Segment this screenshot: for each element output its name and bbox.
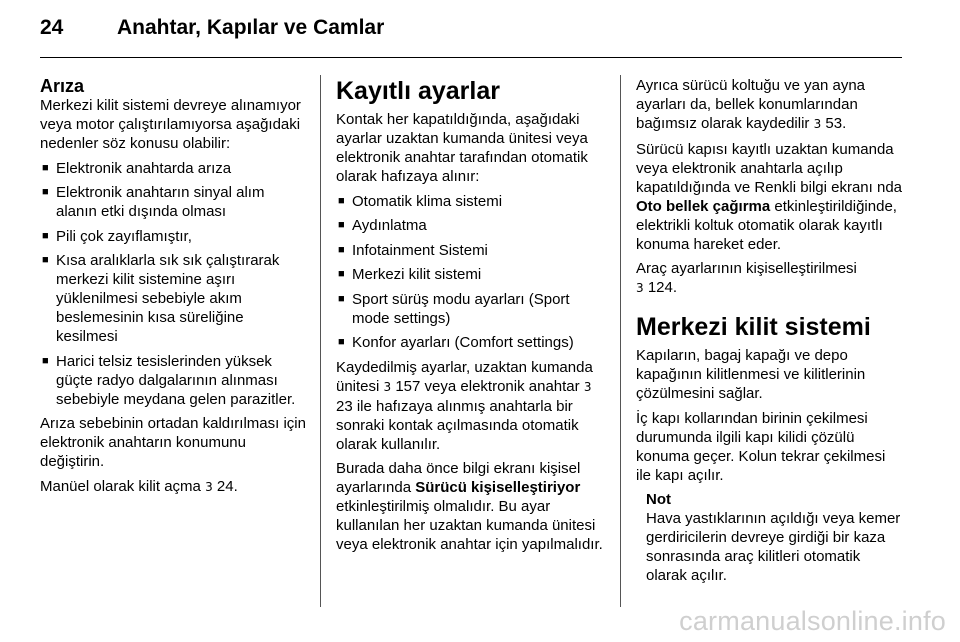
menu-setting-name: Sürücü kişiselleştiriyor <box>415 479 581 496</box>
page-reference-link[interactable]: 53. <box>825 115 847 132</box>
paragraph-intro: Kontak her kapatıldığında, aşağıdaki ayarlar uzaktan kumanda ünitesi veya elektronik anahtar tarafından otomatik olarak hafızaya alınır: <box>336 111 588 185</box>
note-box <box>636 490 904 585</box>
paragraph-vehicle-personalization <box>636 259 904 298</box>
text: Sürücü kapısı kayıtlı uzaktan kumanda veya elektronik anahtarla açılıp kapatıldığında ve Renkli bilgi ekranı nda <box>636 140 903 196</box>
column-divider-1 <box>320 75 321 607</box>
list-item: ■ Harici telsiz tesislerinden yüksek güçte radyo dalgalarının alınması sebebiyle meydana gelen parazitler. <box>40 352 308 409</box>
paragraph-manual-unlock <box>40 477 308 497</box>
paragraph-intro: Merkezi kilit sistemi devreye alınamıyor veya motor çalıştırılamıyorsa aşağıdaki nedenler söz konusu olabilir: <box>40 97 301 152</box>
paragraph-locking: Kapıların, bagaj kapağı ve depo kapağının kilitlenmesi ve kilitlerinin çözülmesini sağlar. <box>636 347 866 402</box>
text: Kaydedilmiş ayarlar, uzaktan kumanda ünitesi <box>336 358 593 395</box>
note-title: Not <box>646 491 671 508</box>
page-reference-link[interactable]: 23 ile hafızaya alınmış anahtarla bir sonraki kontak açılmasında otomatik olarak kullanılır. <box>336 397 579 453</box>
page-reference-link[interactable]: 24. <box>216 477 238 495</box>
page-reference-link[interactable]: 124. <box>647 279 678 296</box>
list-item: ■ Sport sürüş modu ayarları (Sport mode settings) <box>336 290 606 328</box>
header-rule <box>40 57 902 58</box>
text: etkinleştirilmiş olmalıdır. Bu ayar kullanılan her uzaktan kumanda ünitesi veya elektronik anahtar için yapılmalıdır. <box>336 498 603 553</box>
watermark: carmanualsonline.info <box>679 606 946 636</box>
text: Burada daha önce bilgi ekranı kişisel ayarlarında <box>336 460 581 496</box>
list-item: ■ Elektronik anahtarda arıza <box>40 159 308 178</box>
list-item: ■ Merkezi kilit sistemi <box>336 265 606 284</box>
bullet-list-causes <box>40 159 308 409</box>
paragraph-personalization <box>336 459 606 554</box>
list-item: ■ Elektronik anahtarın sinyal alım alanın etki dışında olması <box>40 183 308 221</box>
cross-reference-arrow-icon: 3 <box>383 379 392 394</box>
column-3 <box>636 76 904 585</box>
cross-reference-arrow-icon: 3 <box>205 479 213 494</box>
list-item: ■ Pili çok zayıflamıştır, <box>40 227 308 246</box>
cross-reference-arrow-icon: 3 <box>583 379 592 394</box>
section-heading-merkezi-kilit: Merkezi kilit sistemi <box>636 313 871 341</box>
section-heading-kayitli-ayarlar: Kayıtlı ayarlar <box>336 77 500 105</box>
paragraph-seat-mirror <box>636 76 904 134</box>
paragraph-door-handles: İç kapı kollarından birinin çekilmesi durumunda ilgili kapı kilidi çözülü konuma geçer. Kolun tekrar çekilmesi ile kapı açılır. <box>636 409 886 484</box>
text: Manüel olarak kilit açma <box>40 477 201 495</box>
note-text: Hava yastıklarının açıldığı veya kemer gerdiricilerin devreye girdiği bir kaza sonrasında araç kilitleri otomatik olarak açılır. <box>646 510 901 584</box>
text: Ayrıca sürücü koltuğu ve yan ayna ayarları da, bellek konumlarından bağımsız olarak kaydedilir <box>636 77 866 132</box>
paragraph-saved-settings <box>336 358 606 454</box>
list-item: ■ Konfor ayarları (Comfort settings) <box>336 333 606 352</box>
list-item: ■ Infotainment Sistemi <box>336 241 606 260</box>
menu-setting-name: Oto bellek çağırma <box>636 197 771 215</box>
cross-reference-arrow-icon: 3 <box>813 117 822 131</box>
column-2 <box>336 76 606 560</box>
list-item: ■ Kısa aralıklarla sık sık çalıştırarak merkezi kilit sistemine aşırı yüklenilmesi sebebiyle akım beslemesinin kısa süreliğine kesilmesi <box>40 251 308 346</box>
paragraph-auto-memory <box>636 140 904 254</box>
column-divider-2 <box>620 75 621 607</box>
text: etkinleştirildiğinde, elektrikli koltuk otomatik olarak kayıtlı konuma hareket eder. <box>636 197 897 253</box>
cross-reference-arrow-icon: 3 <box>636 281 644 295</box>
paragraph-remedy: Arıza sebebinin ortadan kaldırılması için elektronik anahtarın konumunu değiştirin. <box>40 415 306 470</box>
column-1 <box>40 76 308 502</box>
text: Araç ayarlarının kişiselleştirilmesi <box>636 260 857 277</box>
page-header <box>40 16 384 48</box>
list-item: ■ Otomatik klima sistemi <box>336 192 606 211</box>
page-reference-link[interactable]: 157 veya elektronik anahtar <box>395 377 580 395</box>
page-number: 24 <box>40 16 64 39</box>
bullet-list-settings <box>336 192 606 353</box>
section-heading-ariza: Arıza <box>40 76 85 96</box>
chapter-title: Anahtar, Kapılar ve Camlar <box>117 16 385 39</box>
list-item: ■ Aydınlatma <box>336 216 606 235</box>
